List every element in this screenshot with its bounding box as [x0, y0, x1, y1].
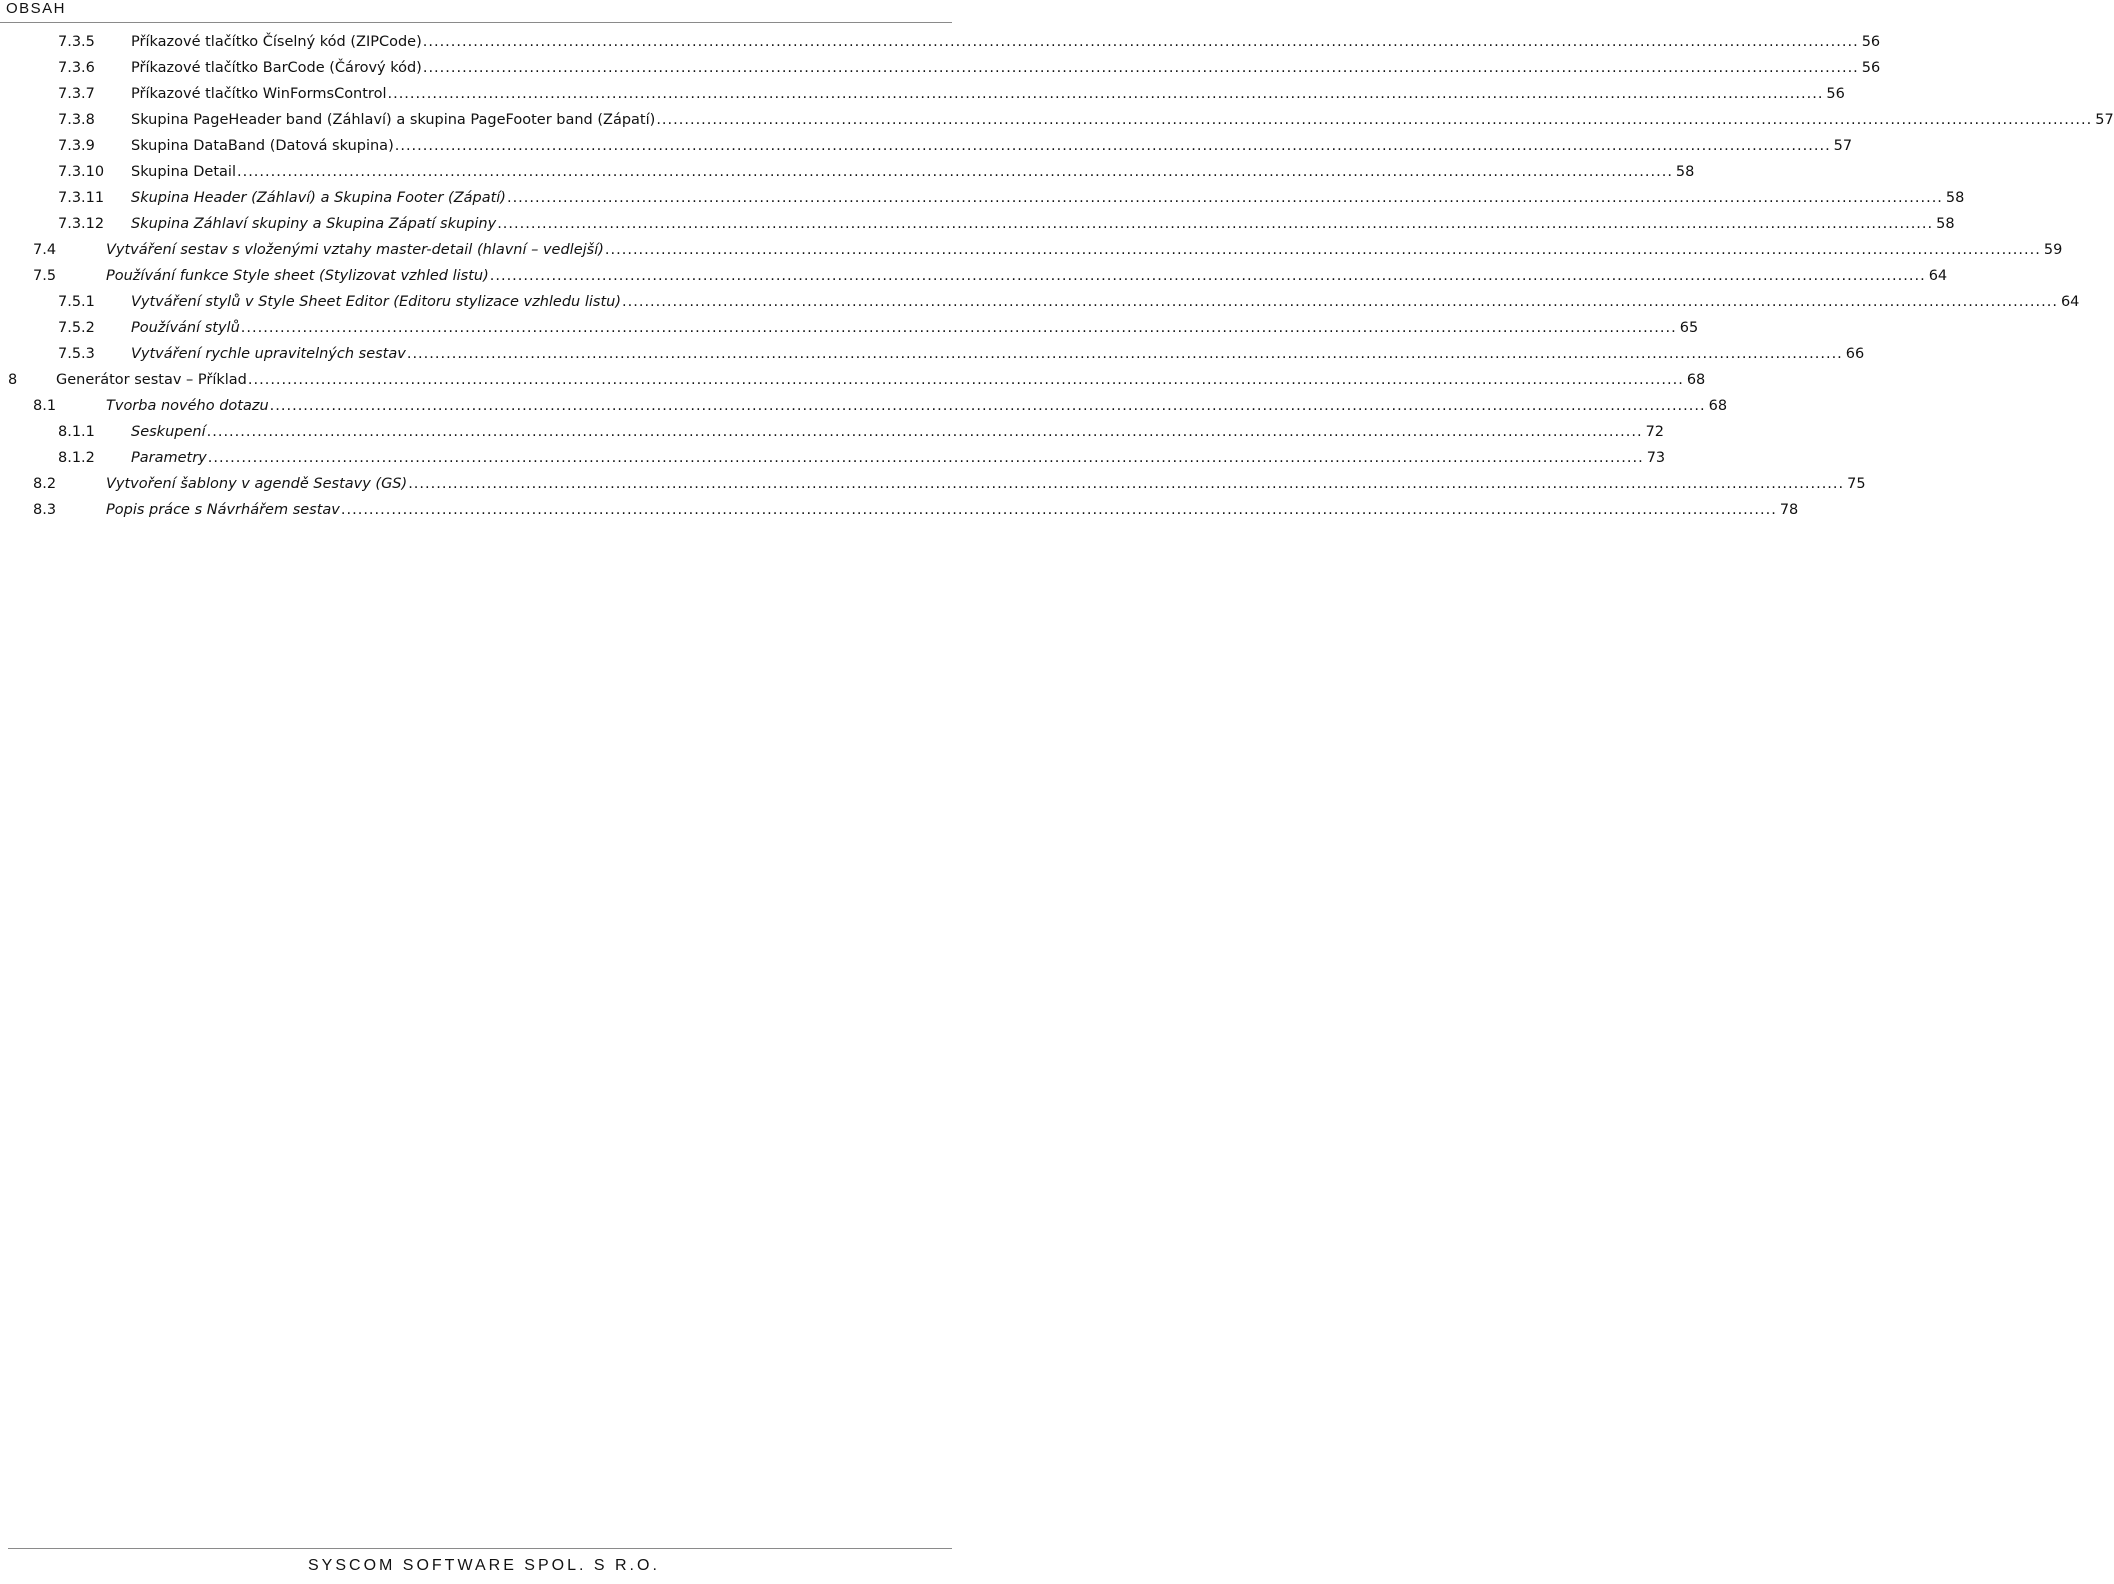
toc-entry[interactable]: [58, 216, 1955, 242]
toc-entry-page: 57: [2095, 112, 2114, 128]
page-header-title: OBSAH: [6, 0, 67, 17]
toc-entry-number: 8: [8, 372, 18, 388]
toc-entry[interactable]: [58, 320, 1699, 346]
toc-entry-page: 64: [1928, 268, 1948, 284]
toc-entry[interactable]: [33, 502, 1799, 528]
toc-leader-dots: [423, 60, 1859, 76]
toc-entry-number: 8.1: [33, 398, 57, 414]
toc-entry[interactable]: [58, 60, 1881, 86]
toc-entry-title: Vytváření stylů v Style Sheet Editor (Editoru stylizace vzhledu listu): [131, 294, 622, 310]
toc-entry-page: 65: [1679, 320, 1699, 336]
toc-leader-dots: [395, 138, 1831, 154]
page-footer: [8, 1548, 952, 1584]
toc-leader-dots: [656, 112, 2092, 128]
toc-entry-page: 68: [1686, 372, 1706, 388]
toc-entry-page: 56: [1861, 34, 1881, 50]
toc-entry-page: 66: [1845, 346, 1865, 362]
toc-entry-title: Příkazové tlačítko BarCode (Čárový kód): [131, 60, 422, 76]
toc-entry-number: 7.3.8: [58, 112, 95, 128]
toc-entry-number: 8.2: [33, 476, 57, 492]
toc-entry-title: Parametry: [131, 450, 207, 466]
toc-entry-number: 7.3.6: [58, 60, 95, 76]
toc-leader-dots: [408, 476, 1844, 492]
toc-entry-title: Generátor sestav – Příklad: [56, 372, 247, 388]
toc-entry-page: 58: [1945, 190, 1965, 206]
toc-leader-dots: [490, 268, 1926, 284]
toc-entry-title: Popis práce s Návrhářem sestav: [106, 502, 340, 518]
page-footer-company: SYSCOM SOFTWARE SPOL. S R.O.: [308, 1557, 660, 1574]
toc-entry-title: Skupina DataBand (Datová skupina): [131, 138, 394, 154]
toc-entry-page: 78: [1779, 502, 1799, 518]
toc-entry[interactable]: [58, 138, 1853, 164]
toc-entry-number: 7.5.3: [58, 346, 95, 362]
toc-leader-dots: [622, 294, 2058, 310]
toc-entry-number: 7.3.11: [58, 190, 105, 206]
toc-entry-title: Tvorba nového dotazu: [106, 398, 269, 414]
toc-leader-dots: [241, 320, 1677, 336]
toc-entry-title: Vytvoření šablony v agendě Sestavy (GS): [106, 476, 408, 492]
toc-entry[interactable]: [33, 268, 1948, 294]
toc-entry[interactable]: [58, 164, 1695, 190]
toc-entry[interactable]: [58, 346, 1865, 372]
toc-leader-dots: [407, 346, 1843, 362]
toc-entry[interactable]: [33, 476, 1866, 502]
toc-entry-page: 68: [1708, 398, 1728, 414]
toc-entry-number: 7.5.1: [58, 294, 95, 310]
toc-entry-title: Používání stylů: [131, 320, 240, 336]
toc-entry-number: 8.1.2: [58, 450, 95, 466]
toc-entry-page: 56: [1826, 86, 1845, 102]
toc-entry[interactable]: [58, 190, 1965, 216]
toc-entry-number: 7.4: [33, 242, 57, 258]
toc-leader-dots: [341, 502, 1777, 518]
toc-leader-dots: [207, 424, 1643, 440]
toc-entry-title: Vytváření sestav s vloženými vztahy master-detail (hlavní – vedlejší): [106, 242, 604, 258]
toc-entry-page: 72: [1645, 424, 1665, 440]
toc-entry[interactable]: [8, 372, 1706, 398]
toc-entry[interactable]: [58, 86, 1845, 112]
page-header: [0, 0, 952, 23]
toc-entry[interactable]: [58, 112, 2114, 138]
toc-entry-page: 58: [1936, 216, 1955, 232]
toc-leader-dots: [507, 190, 1943, 206]
toc-entry-number: 7.3.12: [58, 216, 105, 232]
toc-leader-dots: [423, 34, 1859, 50]
toc-entry-page: 56: [1861, 60, 1881, 76]
toc-entry-title: Příkazové tlačítko Číselný kód (ZIPCode): [131, 34, 422, 50]
toc-entry-page: 75: [1847, 476, 1866, 492]
toc-entry[interactable]: [33, 398, 1728, 424]
toc-entry-title: Skupina Header (Záhlaví) a Skupina Footer (Zápatí): [131, 190, 506, 206]
toc-entry[interactable]: [58, 294, 2080, 320]
toc-entry-number: 7.3.10: [58, 164, 105, 180]
toc-entry-title: Seskupení: [131, 424, 206, 440]
toc-leader-dots: [387, 86, 1823, 102]
toc-entry[interactable]: [58, 450, 1666, 476]
toc-entry[interactable]: [33, 242, 2063, 268]
toc-entry-title: Skupina Detail: [131, 164, 236, 180]
toc-entry-page: 57: [1833, 138, 1853, 154]
toc-leader-dots: [248, 372, 1684, 388]
toc-entry-title: Používání funkce Style sheet (Stylizovat vzhled listu): [106, 268, 489, 284]
toc-entry[interactable]: [58, 34, 1881, 60]
toc-entry-number: 7.3.9: [58, 138, 95, 154]
toc-entry-page: 59: [2043, 242, 2063, 258]
toc-entry-title: Vytváření rychle upravitelných sestav: [131, 346, 406, 362]
toc-leader-dots: [497, 216, 1933, 232]
toc-entry-number: 8.3: [33, 502, 57, 518]
toc-entry-title: Příkazové tlačítko WinFormsControl: [131, 86, 387, 102]
toc-entry-number: 8.1.1: [58, 424, 95, 440]
toc-leader-dots: [270, 398, 1706, 414]
toc-entry-number: 7.5: [33, 268, 57, 284]
toc-entry-number: 7.3.5: [58, 34, 95, 50]
toc-entry-page: 64: [2060, 294, 2080, 310]
toc-entry-page: 58: [1675, 164, 1695, 180]
toc-entry-number: 7.5.2: [58, 320, 95, 336]
toc-entry-title: Skupina Záhlaví skupiny a Skupina Zápatí skupiny: [131, 216, 497, 232]
toc-entry-title: Skupina PageHeader band (Záhlaví) a skupina PageFooter band (Zápatí): [131, 112, 656, 128]
toc-entry[interactable]: [58, 424, 1665, 450]
toc-leader-dots: [208, 450, 1644, 466]
toc-entry-page: 73: [1646, 450, 1666, 466]
toc-leader-dots: [237, 164, 1673, 180]
toc-leader-dots: [605, 242, 2041, 258]
toc-entry-number: 7.3.7: [58, 86, 95, 102]
